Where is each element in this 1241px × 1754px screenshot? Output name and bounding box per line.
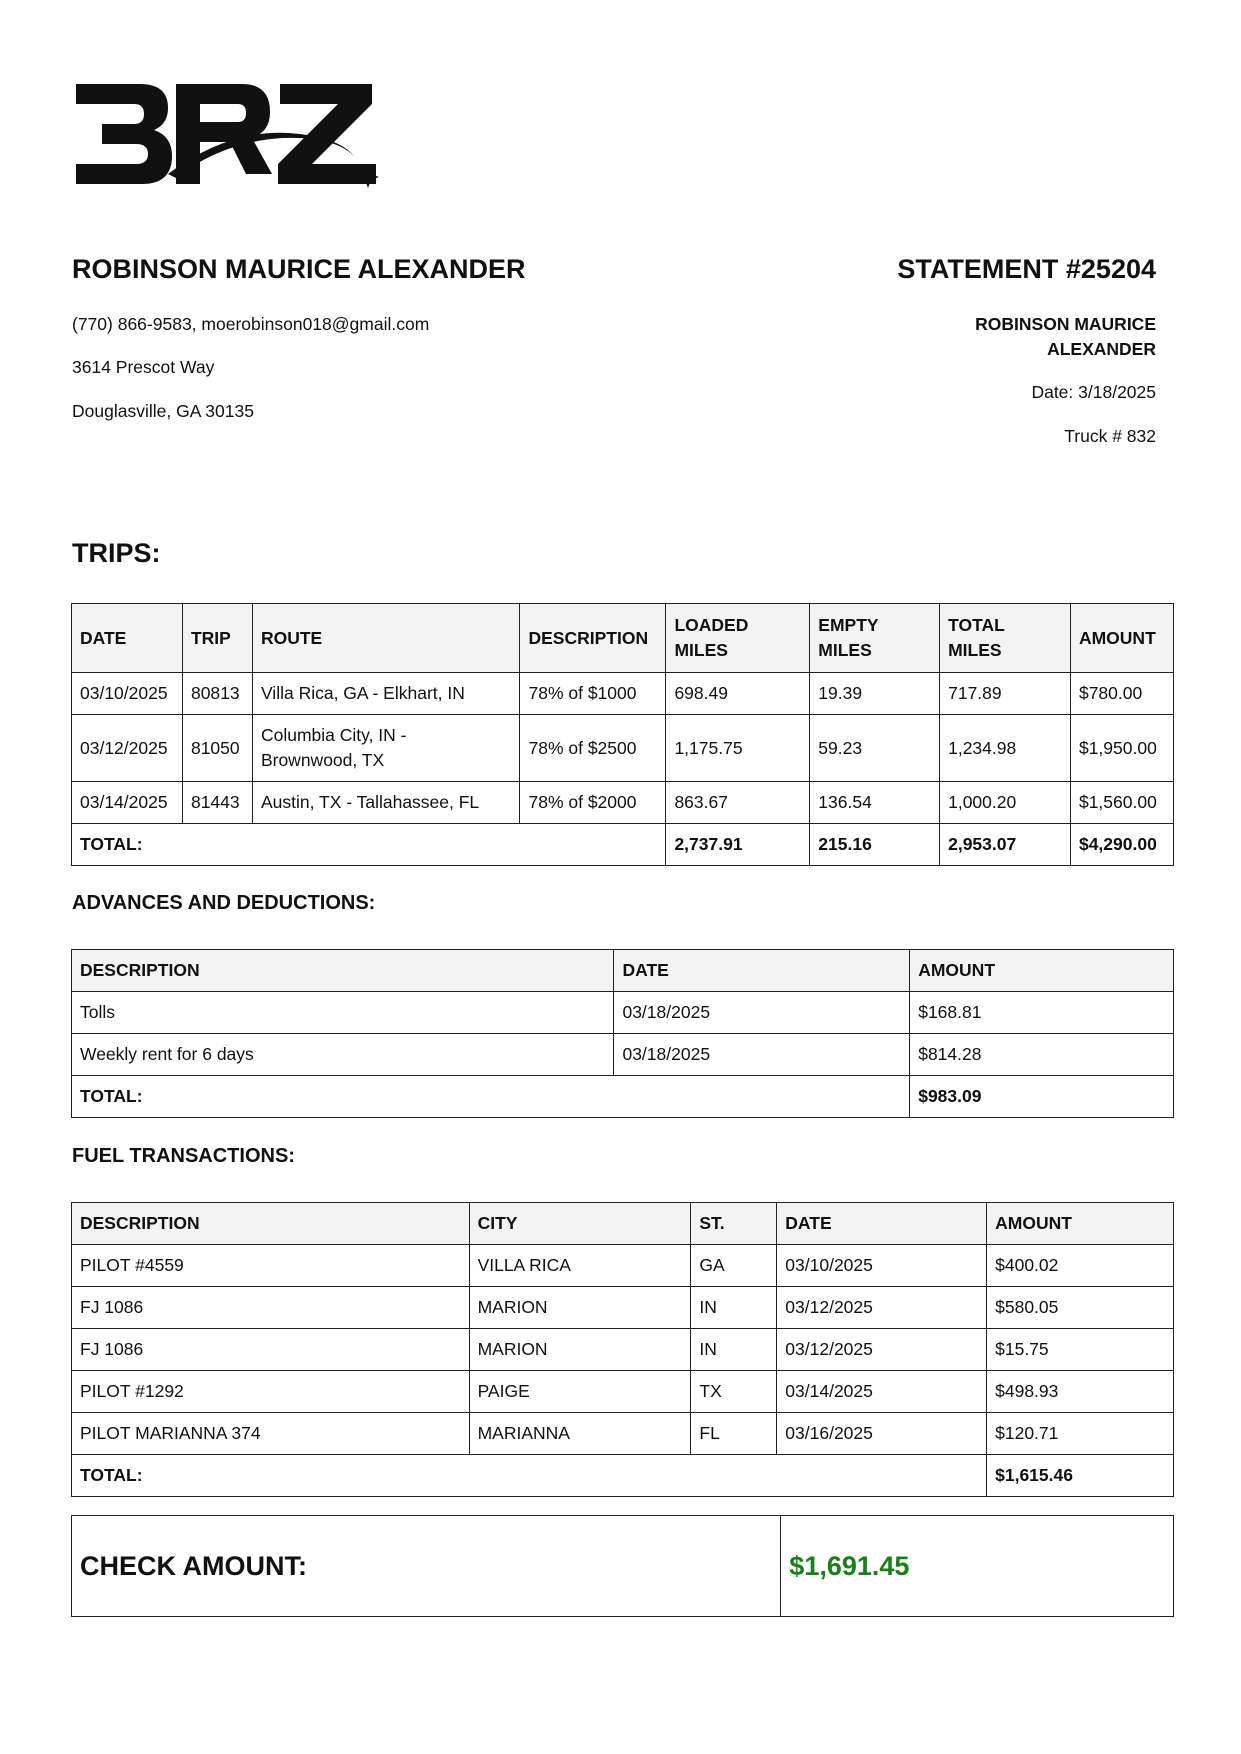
advances-total-amount: $983.09 [910, 1076, 1174, 1118]
trips-total-loaded: 2,737.91 [666, 824, 810, 866]
col-empty-line2: MILES [818, 640, 872, 660]
fuel-table [71, 1202, 1174, 1497]
col-description: DESCRIPTION [72, 950, 614, 992]
trip-loaded-miles: 698.49 [666, 673, 810, 715]
advance-date: 03/18/2025 [614, 1034, 910, 1076]
fuel-total-amount: $1,615.46 [987, 1455, 1174, 1497]
trip-total-miles: 1,000.20 [940, 782, 1071, 824]
fuel-amount: $498.93 [987, 1371, 1174, 1413]
fuel-amount: $580.05 [987, 1287, 1174, 1329]
trip-date: 03/10/2025 [72, 673, 183, 715]
address-street: 3614 Prescot Way [72, 357, 215, 377]
fuel-amount: $15.75 [987, 1329, 1174, 1371]
trip-description: 78% of $2500 [520, 715, 666, 782]
trip-number: 81050 [182, 715, 252, 782]
fuel-state: IN [691, 1329, 777, 1371]
col-loaded-line2: MILES [674, 640, 728, 660]
fuel-total-row [72, 1455, 1174, 1497]
fuel-title: FUEL TRANSACTIONS: [72, 1145, 295, 1167]
recipient-name-line2: ALEXANDER [1047, 339, 1156, 359]
trips-total-empty: 215.16 [810, 824, 940, 866]
advances-table [71, 949, 1174, 1118]
trip-route: Villa Rica, GA - Elkhart, IN [252, 673, 520, 715]
col-loaded-miles [666, 604, 810, 673]
advances-title: ADVANCES AND DEDUCTIONS: [72, 892, 376, 914]
fuel-description: PILOT #1292 [72, 1371, 470, 1413]
trip-description: 78% of $1000 [520, 673, 666, 715]
contact-line: (770) 866-9583, moerobinson018@gmail.com [72, 314, 430, 334]
trips-total-miles: 2,953.07 [940, 824, 1071, 866]
trip-loaded-miles: 863.67 [666, 782, 810, 824]
trip-empty-miles: 19.39 [810, 673, 940, 715]
recipient-name [975, 312, 1156, 362]
trip-route-line1: Columbia City, IN - [260, 725, 407, 745]
trip-empty-miles: 59.23 [810, 715, 940, 782]
fuel-state: FL [691, 1413, 777, 1455]
trips-table [71, 603, 1174, 866]
fuel-total-label: TOTAL: [72, 1455, 987, 1497]
trip-date: 03/12/2025 [72, 715, 183, 782]
col-total-line2: MILES [948, 640, 1002, 660]
table-row [72, 673, 1174, 715]
col-state: ST. [691, 1203, 777, 1245]
advance-amount: $168.81 [910, 992, 1174, 1034]
trip-total-miles: 717.89 [940, 673, 1071, 715]
col-empty-miles [810, 604, 940, 673]
trip-route-line2: Brownwood, TX [260, 750, 385, 770]
table-row [72, 1329, 1174, 1371]
fuel-date: 03/12/2025 [777, 1329, 987, 1371]
fuel-amount: $120.71 [987, 1413, 1174, 1455]
fuel-city: MARIANNA [469, 1413, 691, 1455]
table-row [72, 1413, 1174, 1455]
fuel-description: FJ 1086 [72, 1329, 470, 1371]
col-description: DESCRIPTION [520, 604, 666, 673]
fuel-city: MARION [469, 1329, 691, 1371]
col-trip: TRIP [182, 604, 252, 673]
trip-amount: $1,950.00 [1070, 715, 1173, 782]
trips-title: TRIPS: [72, 538, 161, 568]
trip-route [252, 715, 520, 782]
trips-header-row [72, 604, 1174, 673]
fuel-city: PAIGE [469, 1371, 691, 1413]
col-date: DATE [614, 950, 910, 992]
col-amount: AMOUNT [987, 1203, 1174, 1245]
fuel-date: 03/10/2025 [777, 1245, 987, 1287]
col-total-line1: TOTAL [948, 615, 1005, 635]
fuel-date: 03/16/2025 [777, 1413, 987, 1455]
advance-description: Tolls [72, 992, 614, 1034]
fuel-description: FJ 1086 [72, 1287, 470, 1329]
company-logo [72, 78, 384, 192]
table-row [72, 782, 1174, 824]
col-city: CITY [469, 1203, 691, 1245]
advances-total-row [72, 1076, 1174, 1118]
trip-number: 80813 [182, 673, 252, 715]
address-city: Douglasville, GA 30135 [72, 401, 254, 421]
fuel-date: 03/12/2025 [777, 1287, 987, 1329]
trip-amount: $1,560.00 [1070, 782, 1173, 824]
trip-route: Austin, TX - Tallahassee, FL [252, 782, 520, 824]
fuel-state: TX [691, 1371, 777, 1413]
fuel-header-row [72, 1203, 1174, 1245]
fuel-city: VILLA RICA [469, 1245, 691, 1287]
fuel-state: IN [691, 1287, 777, 1329]
truck-number: Truck # 832 [1064, 426, 1156, 446]
trip-total-miles: 1,234.98 [940, 715, 1071, 782]
col-empty-line1: EMPTY [818, 615, 879, 635]
trips-total-row [72, 824, 1174, 866]
col-description: DESCRIPTION [72, 1203, 470, 1245]
advance-description: Weekly rent for 6 days [72, 1034, 614, 1076]
check-amount-box [71, 1515, 1174, 1617]
advances-total-label: TOTAL: [72, 1076, 910, 1118]
check-amount-label: CHECK AMOUNT: [72, 1516, 781, 1617]
trip-loaded-miles: 1,175.75 [666, 715, 810, 782]
trip-number: 81443 [182, 782, 252, 824]
recipient-name-line1: ROBINSON MAURICE [975, 314, 1156, 334]
statement-title: STATEMENT #25204 [897, 254, 1156, 284]
statement-date: Date: 3/18/2025 [1031, 382, 1156, 402]
col-loaded-line1: LOADED [674, 615, 749, 635]
col-amount: AMOUNT [910, 950, 1174, 992]
fuel-description: PILOT MARIANNA 374 [72, 1413, 470, 1455]
fuel-amount: $400.02 [987, 1245, 1174, 1287]
advance-amount: $814.28 [910, 1034, 1174, 1076]
table-row [72, 992, 1174, 1034]
col-total-miles [940, 604, 1071, 673]
check-amount-value: $1,691.45 [781, 1516, 1174, 1617]
table-row [72, 1245, 1174, 1287]
trip-date: 03/14/2025 [72, 782, 183, 824]
fuel-city: MARION [469, 1287, 691, 1329]
fuel-state: GA [691, 1245, 777, 1287]
col-date: DATE [777, 1203, 987, 1245]
advances-header-row [72, 950, 1174, 992]
fuel-description: PILOT #4559 [72, 1245, 470, 1287]
trip-amount: $780.00 [1070, 673, 1173, 715]
col-route: ROUTE [252, 604, 520, 673]
advance-date: 03/18/2025 [614, 992, 910, 1034]
table-row [72, 1371, 1174, 1413]
trip-description: 78% of $2000 [520, 782, 666, 824]
col-amount: AMOUNT [1070, 604, 1173, 673]
table-row [72, 1034, 1174, 1076]
driver-name: ROBINSON MAURICE ALEXANDER [72, 254, 526, 284]
trip-empty-miles: 136.54 [810, 782, 940, 824]
fuel-date: 03/14/2025 [777, 1371, 987, 1413]
table-row [72, 715, 1174, 782]
table-row [72, 1287, 1174, 1329]
col-date: DATE [72, 604, 183, 673]
trips-total-amount: $4,290.00 [1070, 824, 1173, 866]
trips-total-label: TOTAL: [72, 824, 666, 866]
